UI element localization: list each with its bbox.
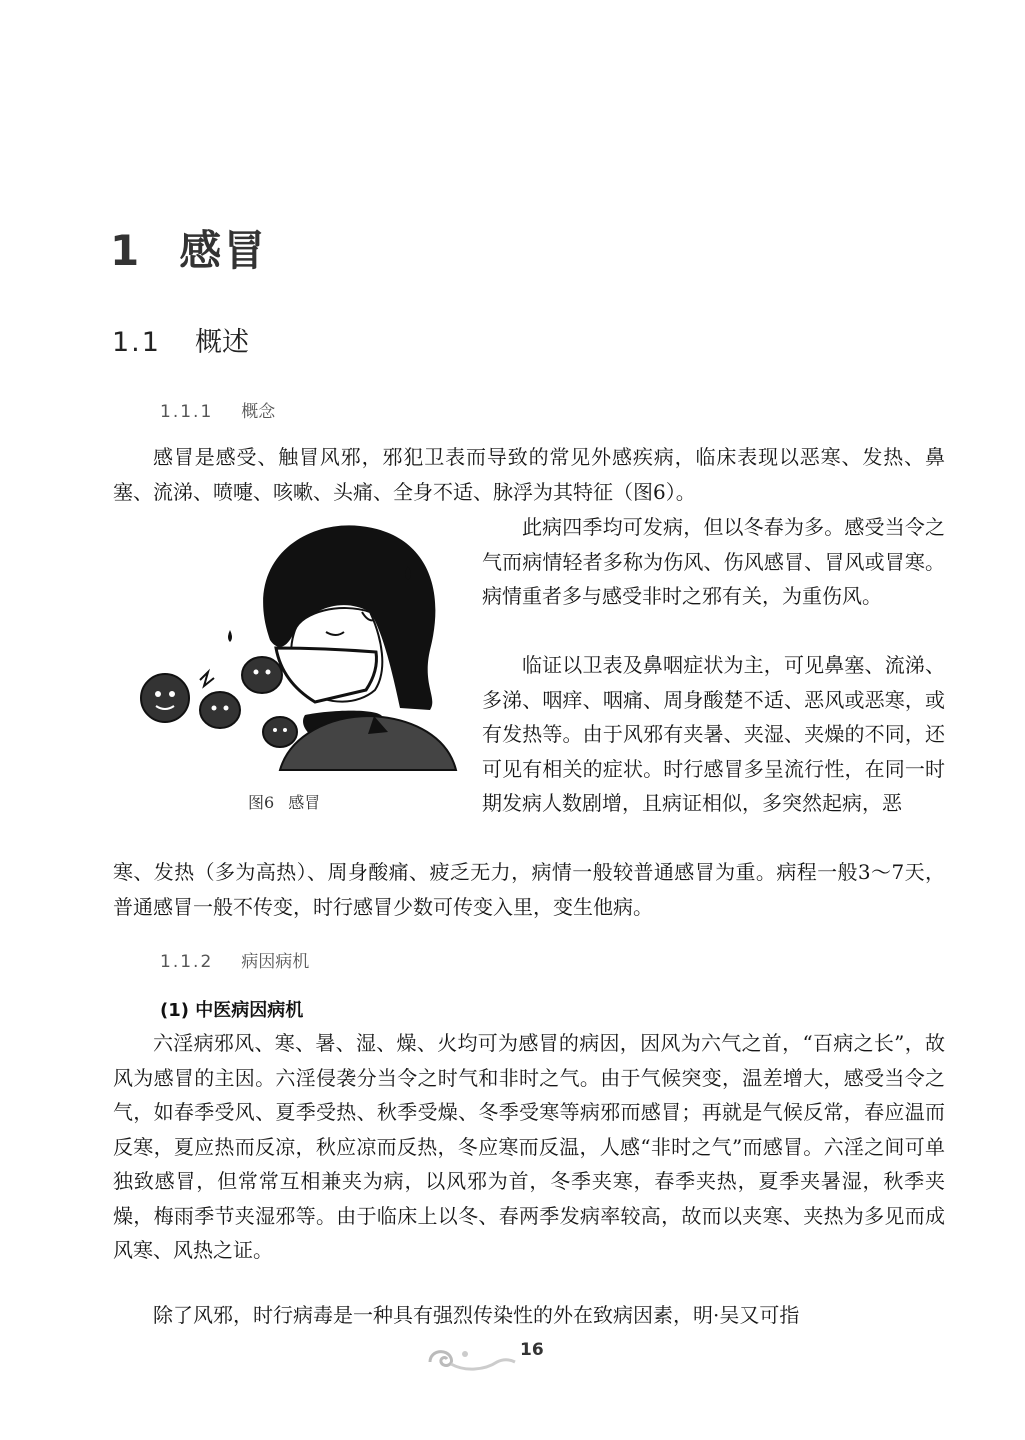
paragraph-symptoms-continued: 寒、发热（多为高热）、周身酸痛、疲乏无力，病情一般较普通感冒为重。病程一般3～7天，普通感冒一般不传变，时行感冒少数可传变入里，变生他病。	[113, 860, 945, 919]
subsection-number: 1.1.1	[160, 402, 214, 422]
paragraph-definition: 感冒是感受、触冒风邪，邪犯卫表而导致的常见外感疾病，临床表现以恶寒、发热、鼻塞、流涕、喷嚏、咳嗽、头痛、全身不适、脉浮为其特征（图6）。	[113, 445, 945, 504]
subheading-tcm-etiology: (1) 中医病因病机	[160, 1000, 304, 1021]
subsection-heading-etiology	[160, 947, 309, 972]
page-number: 16	[520, 1340, 544, 1360]
figure-title: 感冒	[288, 793, 321, 812]
figure-caption	[248, 790, 320, 813]
figure-number: 图6	[248, 793, 275, 812]
subsection-title: 病因病机	[241, 952, 310, 972]
paragraph-seasons: 此病四季均可发病，但以冬春为多。感受当令之气而病情轻者多称为伤风、伤风感冒、冒风或冒寒。病情重者多与感受非时之邪有关，为重伤风。	[482, 515, 945, 608]
section-heading	[112, 320, 249, 359]
paragraph-six-excesses: 六淫病邪风、寒、暑、湿、燥、火均可为感冒的病因，因风为六气之首，“百病之长”，故风为感冒的主因。六淫侵袭分当令之时气和非时之气。由于气候突变，温差增大，感受当令之气，如春季受风、夏季受热、秋季受燥、冬季受寒等病邪而感冒；再就是气候反常，春应温而反寒，夏应热而反凉，秋应凉而反热，冬应寒而反温，人感“非时之气”而感冒。六淫之间可单独致感冒，但常常互相兼夹为病，以风邪为首，冬季夹寒，春季夹热，夏季夹暑湿，秋季夹燥，梅雨季节夹湿邪等。由于临床上以冬、春两季发病率较高，故而以夹寒、夹热为多见而成风寒、风热之证。	[113, 1031, 945, 1262]
subsection-heading-concept	[160, 397, 275, 422]
paragraph-epidemic: 除了风邪，时行病毒是一种具有强烈传染性的外在致病因素，明·吴又可指	[153, 1303, 800, 1327]
section-title: 概述	[194, 327, 249, 358]
chapter-title: 感冒	[179, 226, 268, 275]
subsection-title: 概念	[241, 402, 276, 422]
sick-woman-illustration	[130, 520, 465, 778]
section-number: 1.1	[112, 327, 161, 358]
chapter-number: 1	[110, 226, 142, 275]
chapter-heading	[110, 218, 267, 278]
paragraph-symptoms: 临证以卫表及鼻咽症状为主，可见鼻塞、流涕、多涕、咽痒、咽痛、周身酸楚不适、恶风或恶寒，或有发热等。由于风邪有夹暑、夹湿、夹燥的不同，还可见有相关的症状。时行感冒多呈流行性，在同一时期发病人数剧增，且病证相似，多突然起病，恶	[482, 653, 945, 815]
figure-cold-illustration	[130, 520, 465, 778]
subsection-number: 1.1.2	[160, 952, 214, 972]
